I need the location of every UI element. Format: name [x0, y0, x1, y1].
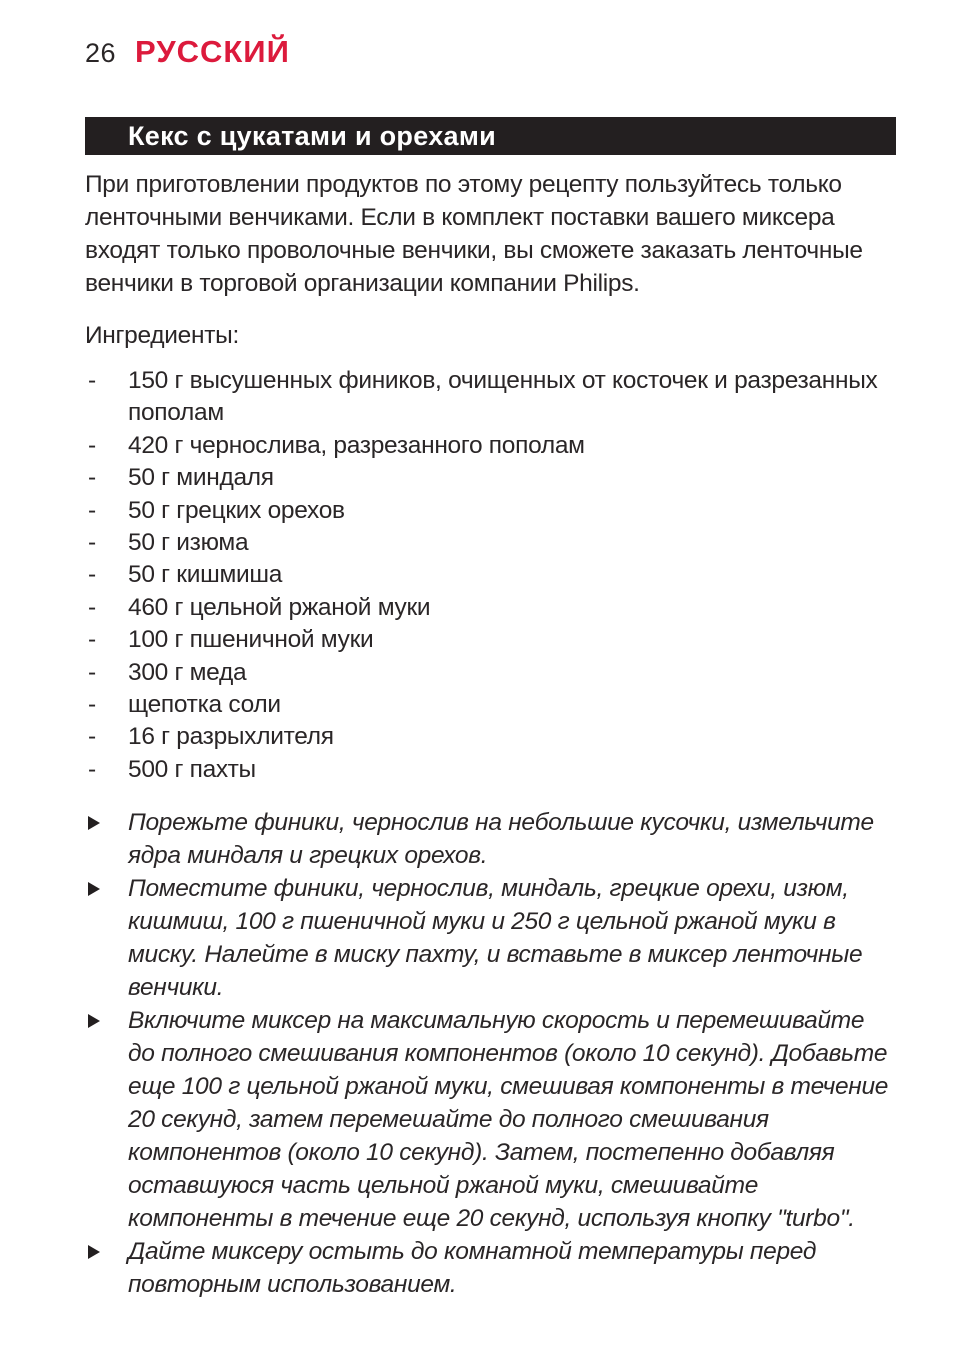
ingredient-item	[85, 527, 891, 559]
page-header	[85, 34, 290, 70]
recipe-title: Кекс с цукатами и орехами	[128, 120, 496, 151]
ingredient-item	[85, 721, 891, 753]
step-text: Поместите финики, чернослив, миндаль, грецкие орехи, изюм, кишмиш, 100 г пшеничной муки и 250 г цельной ржаной муки в миску. Налейте в миску пахту, и вставьте в миксер ленточные венчики.	[128, 875, 863, 1002]
step-item	[85, 1235, 891, 1301]
dash-marker: -	[88, 626, 96, 654]
ingredient-text: 300 г меда	[128, 658, 247, 686]
step-item	[85, 872, 891, 1004]
language-title: РУССКИЙ	[135, 34, 290, 69]
ingredient-item	[85, 754, 891, 786]
ingredient-item	[85, 365, 891, 430]
ingredient-item	[85, 462, 891, 494]
ingredient-text: 500 г пахты	[128, 755, 256, 783]
ingredient-item	[85, 689, 891, 721]
ingredient-item	[85, 592, 891, 624]
ingredient-text: 100 г пшеничной муки	[128, 626, 374, 654]
ingredient-item	[85, 430, 891, 462]
step-item	[85, 806, 891, 872]
ingredient-item	[85, 495, 891, 527]
ingredient-text: 50 г грецких орехов	[128, 496, 345, 524]
step-text: Порежьте финики, чернослив на небольшие кусочки, измельчите ядра миндаля и грецких орехов.	[128, 809, 874, 870]
dash-marker: -	[88, 561, 96, 589]
dash-marker: -	[88, 593, 96, 621]
dash-marker: -	[88, 496, 96, 524]
recipe-title-bar	[85, 117, 896, 155]
ingredient-text: 420 г чернослива, разрезанного пополам	[128, 431, 585, 459]
triangle-right-icon	[88, 882, 100, 896]
ingredients-label: Ингредиенты:	[85, 322, 239, 349]
ingredient-text: 50 г миндаля	[128, 464, 274, 492]
dash-marker: -	[88, 755, 96, 783]
ingredient-text: 50 г изюма	[128, 529, 249, 557]
dash-marker: -	[88, 691, 96, 719]
ingredients-list	[85, 365, 891, 786]
step-text: Дайте миксеру остыть до комнатной температуры перед повторным использованием.	[128, 1238, 817, 1299]
ingredient-text: 50 г кишмиша	[128, 561, 283, 589]
steps-list	[85, 806, 891, 1301]
dash-marker: -	[88, 367, 96, 394]
ingredient-text: 150 г высушенных фиников, очищенных от косточек и разрезанных пополам	[128, 367, 878, 427]
ingredient-text: 16 г разрыхлителя	[128, 723, 334, 751]
ingredient-text: 460 г цельной ржаной муки	[128, 593, 431, 621]
triangle-right-icon	[88, 816, 100, 830]
ingredient-item	[85, 624, 891, 656]
triangle-right-icon	[88, 1014, 100, 1028]
recipe-content	[85, 168, 891, 1301]
triangle-right-icon	[88, 1245, 100, 1259]
dash-marker: -	[88, 658, 96, 686]
step-item	[85, 1004, 891, 1235]
page-number: 26	[85, 38, 117, 68]
ingredient-item	[85, 657, 891, 689]
dash-marker: -	[88, 464, 96, 492]
recipe-intro-paragraph: При приготовлении продуктов по этому рецепту пользуйтесь только ленточными венчиками. Если в комплект поставки вашего миксера входят только проволочные венчики, вы сможете заказать ленточные венчики в торговой организации компании Philips.	[85, 171, 863, 297]
ingredient-item	[85, 559, 891, 591]
ingredient-text: щепотка соли	[128, 691, 281, 719]
step-text: Включите миксер на максимальную скорость и перемешивайте до полного смешивания компонентов (около 10 секунд). Добавьте еще 100 г цельной ржаной муки, смешивая компоненты в течение 20 секунд, затем перемешайте до полного смешивания компонентов (около 10 секунд). Затем, постепенно добавляя оставшуюся часть цельной ржаной муки, смешивайте компоненты в течение еще 20 секунд, используя кнопку "turbo".	[128, 1007, 889, 1233]
dash-marker: -	[88, 431, 96, 459]
dash-marker: -	[88, 723, 96, 751]
dash-marker: -	[88, 529, 96, 557]
